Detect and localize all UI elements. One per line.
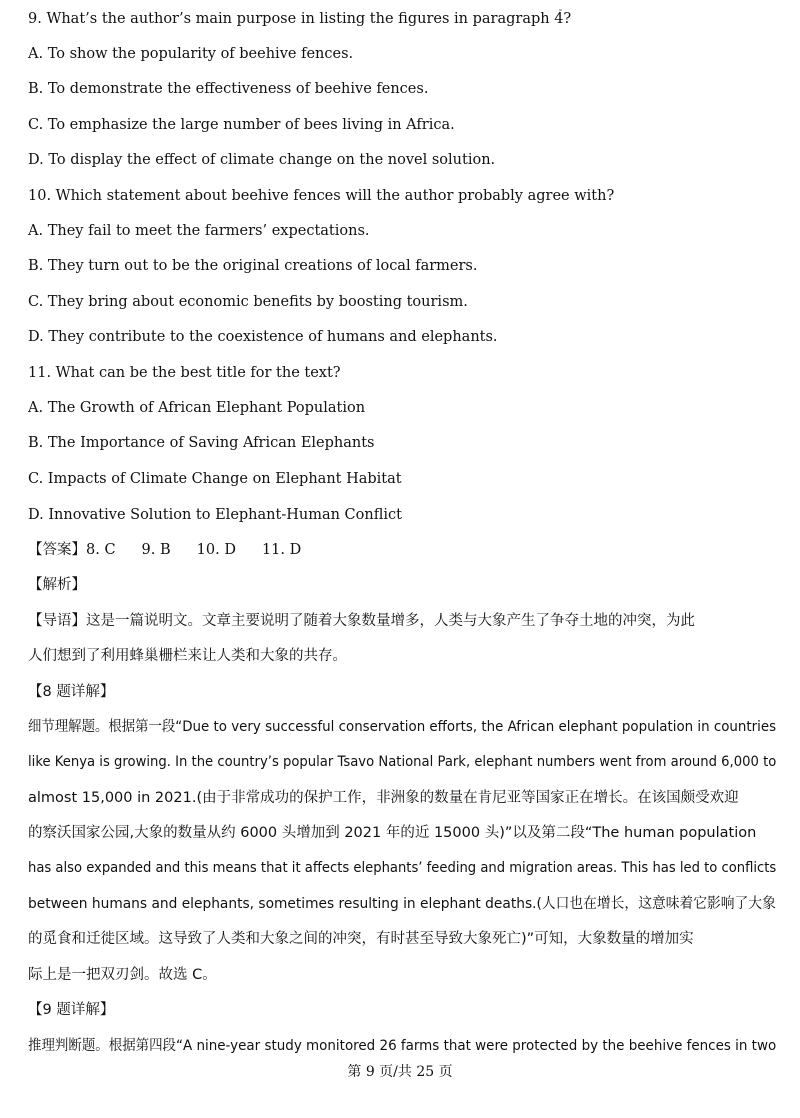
analysis-label: 【解析】 (28, 577, 86, 593)
answer-label: 【答案】 (28, 542, 86, 558)
question-11-option-c: C. Impacts of Climate Change on Elephant Habitat (28, 471, 402, 487)
answer-item: 11. D (261, 542, 302, 558)
answer-key (28, 540, 301, 560)
q8-detail-line: 细节理解题。根据第一段“Due to very successful conservation efforts, the African elephant population in countries (28, 719, 777, 735)
question-10-option-d: D. They contribute to the coexistence of humans and elephants. (28, 329, 498, 345)
answer-item: 9. B (141, 542, 171, 558)
question-9-option-a: A. To show the popularity of beehive fences. (28, 46, 354, 62)
question-10-option-c: C. They bring about economic benefits by boosting tourism. (28, 294, 468, 310)
q8-detail-line: like Kenya is growing. In the country’s popular Tsavo National Park, elephant numbers went from around 6,000 to (28, 754, 777, 770)
q8-detail-line: almost 15,000 in 2021.(由于非常成功的保护工作，非洲象的数量在肯尼亚等国家正在增长。在该国颇受欢迎 (28, 790, 739, 806)
q8-detail-line: 的察沃国家公园,大象的数量从约 6000 头增加到 2021 年的近 15000 头)”以及第二段“The human population (28, 825, 757, 841)
question-11-option-d: D. Innovative Solution to Elephant-Human Conflict (28, 507, 402, 523)
q8-detail-line: between humans and elephants, sometimes resulting in elephant deaths.(人口也在增长，这意味着它影响了大象 (28, 896, 776, 912)
question-9-option-c: C. To emphasize the large number of bees living in Africa. (28, 117, 455, 133)
question-10-option-b: B. They turn out to be the original creations of local farmers. (28, 258, 478, 274)
question-10-option-a: A. They fail to meet the farmers’ expectations. (28, 223, 370, 239)
q9-detail-heading: 【9 题详解】 (28, 1002, 115, 1018)
answer-item: 8. C (86, 542, 116, 558)
question-11-stem: 11. What can be the best title for the text? (28, 365, 341, 381)
q8-detail-heading: 【8 题详解】 (28, 684, 115, 700)
question-11-option-a: A. The Growth of African Elephant Population (28, 400, 366, 416)
question-9-option-b: B. To demonstrate the effectiveness of beehive fences. (28, 81, 429, 97)
page-footer: 第 9 页/共 25 页 (347, 1064, 453, 1080)
guide-line-1: 【导语】这是一篇说明文。文章主要说明了随着大象数量增多，人类与大象产生了争夺土地的冲突，为此 (28, 613, 695, 629)
answer-item: 10. D (196, 542, 236, 558)
q9-detail-line: 推理判断题。根据第四段“A nine-year study monitored 26 farms that were protected by the beehive fences in two (28, 1038, 777, 1054)
question-9-stem: 9. What’s the author’s main purpose in listing the figures in paragraph 4? (28, 11, 572, 27)
q8-detail-line: 际上是一把双刃剑。故选 C。 (28, 967, 217, 983)
q8-detail-line: 的觅食和迁徙区域。这导致了人类和大象之间的冲突，有时甚至导致大象死亡)”可知，大象数量的增加实 (28, 931, 694, 947)
q8-detail-line: has also expanded and this means that it affects elephants’ feeding and migration areas. This has led to conflicts (28, 860, 777, 876)
guide-line-2: 人们想到了利用蜂巢栅栏来让人类和大象的共存。 (28, 648, 347, 664)
question-10-stem: 10. Which statement about beehive fences will the author probably agree with? (28, 188, 615, 204)
question-9-option-d: D. To display the effect of climate change on the novel solution. (28, 152, 496, 168)
question-11-option-b: B. The Importance of Saving African Elephants (28, 435, 375, 451)
